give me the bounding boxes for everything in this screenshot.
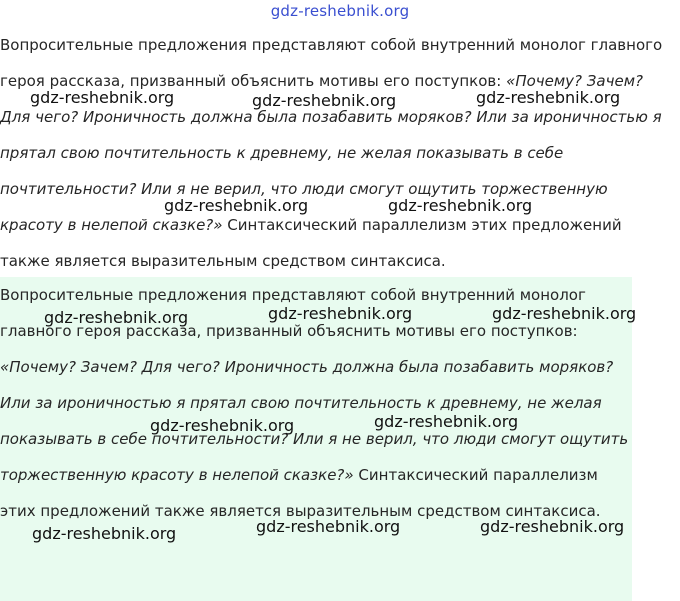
watermark: gdz-reshebnik.org (30, 88, 175, 107)
watermark: gdz-reshebnik.org (256, 517, 401, 536)
watermark: gdz-reshebnik.org (150, 416, 295, 435)
watermark: gdz-reshebnik.org (480, 517, 625, 536)
watermark: gdz-reshebnik.org (268, 304, 413, 323)
paragraph-quote: «Почему? Зачем? Для чего? Ироничность должна была позабавить моряков? Или за ироничностью я прятал свою почтительность к древнему, не желая показывать в себе почтительности? Или я не верил, что люди смогут ощутить торжественную красоту в нелепой сказке?» (0, 72, 662, 234)
paragraph-intro: Вопросительные предложения представляют собой внутренний монолог главного героя рассказа, призванный объяснить мотивы его поступков: (0, 286, 586, 340)
watermark: gdz-reshebnik.org (164, 196, 309, 215)
watermark: gdz-reshebnik.org (252, 91, 397, 110)
watermark: gdz-reshebnik.org (32, 524, 177, 543)
site-watermark-header: gdz-reshebnik.org (270, 2, 410, 20)
watermark: gdz-reshebnik.org (476, 88, 621, 107)
watermark: gdz-reshebnik.org (388, 196, 533, 215)
watermark: gdz-reshebnik.org (492, 304, 637, 323)
paragraph-outro: Синтаксический параллелизм этих предложений также является выразительным средством синтаксиса. (0, 466, 601, 520)
watermark: gdz-reshebnik.org (44, 308, 189, 327)
paragraph-outro: Синтаксический параллелизм этих предложений также является выразительным средством синтаксиса. (0, 216, 622, 270)
watermark: gdz-reshebnik.org (374, 412, 519, 431)
paragraph-intro: Вопросительные предложения представляют собой внутренний монолог главного героя рассказа, призванный объяснить мотивы его поступков: (0, 36, 663, 90)
answer-paragraph-1 (0, 27, 672, 279)
paragraph-quote: «Почему? Зачем? Для чего? Ироничность должна была позабавить моряков? Или за ироничностью я прятал свою почтительность к древнему, не желая показывать в себе почтительности? Или я не верил, что люди смогут ощутить торжественную красоту в нелепой сказке?» (0, 358, 629, 484)
